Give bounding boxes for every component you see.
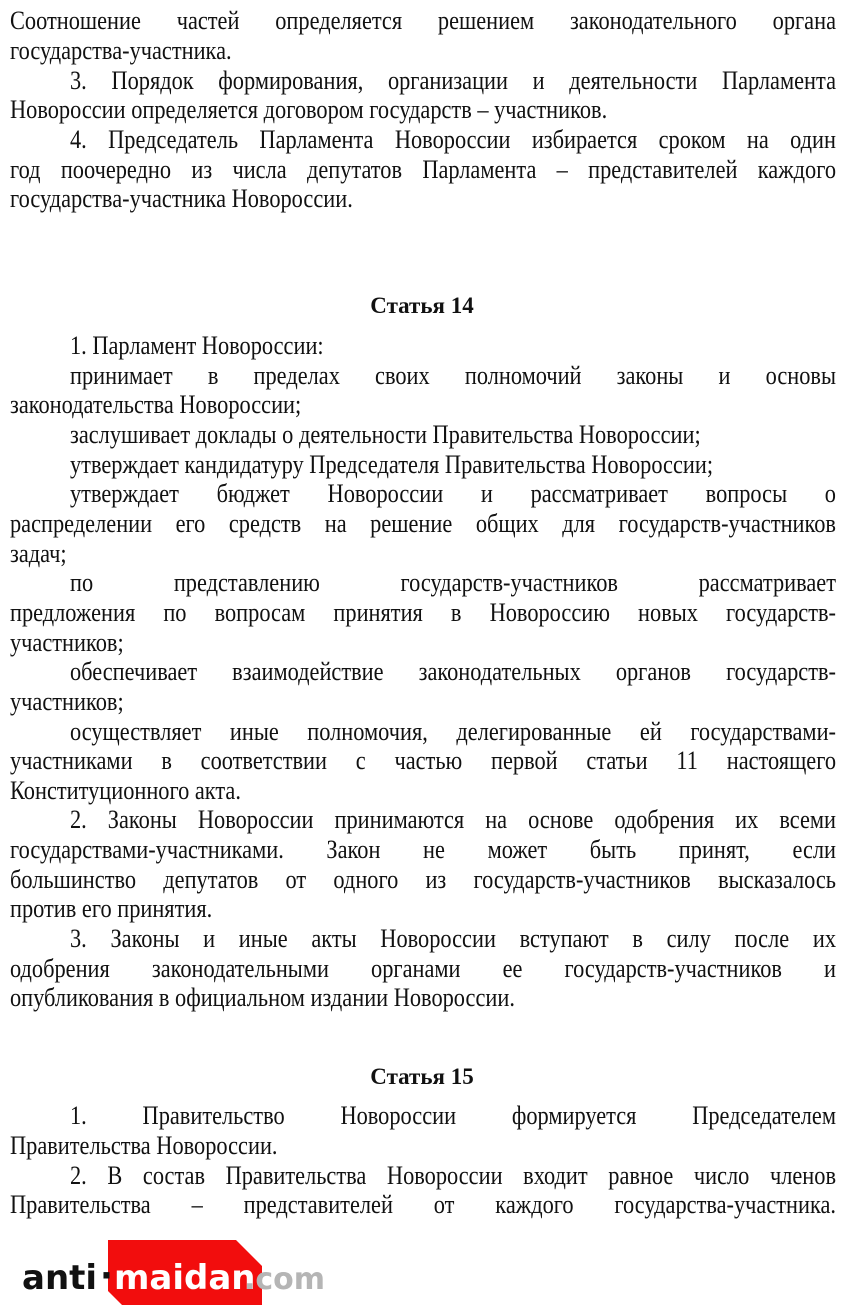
text-line: 3. Законы и иные акты Новороссии вступают в силу после их bbox=[70, 924, 837, 953]
text-line: принимает в пределах своих полномочий законы и основы bbox=[70, 361, 837, 390]
text-line: 3. Порядок формирования, организации и деятельности Парламента bbox=[70, 66, 837, 95]
text-line: Правительства – представителей от каждого государства-участника. bbox=[10, 1190, 837, 1219]
text-line: законодательства Новороссии; bbox=[10, 390, 302, 419]
text-line: большинство депутатов от одного из государств-участников высказалось bbox=[10, 865, 837, 894]
text-line: по представлению государств-участников рассматривает bbox=[70, 568, 837, 597]
text-line: утверждает бюджет Новороссии и рассматривает вопросы о bbox=[70, 479, 837, 508]
text-line: участников; bbox=[10, 687, 124, 716]
text-line: распределении его средств на решение общих для государств-участников bbox=[10, 509, 837, 538]
watermark-band bbox=[0, 1232, 844, 1308]
text-line: предложения по вопросам принятия в Новороссию новых государств- bbox=[10, 598, 837, 627]
text-line: осуществляет иные полномочия, делегированные ей государствами- bbox=[70, 717, 837, 746]
watermark-separator: · bbox=[100, 1256, 113, 1296]
text-line: участников; bbox=[10, 628, 124, 657]
text-line: участниками в соответствии с частью первой статьи 11 настоящего bbox=[10, 746, 837, 775]
text-line: одобрения законодательными органами ее государств-участников и bbox=[10, 954, 837, 983]
text-line: 2. Законы Новороссии принимаются на основе одобрения их всеми bbox=[70, 805, 837, 834]
text-line: 2. В состав Правительства Новороссии входит равное число членов bbox=[70, 1161, 837, 1190]
text-line: задач; bbox=[10, 539, 67, 568]
article-heading: Статья 14 bbox=[370, 293, 474, 318]
watermark-text-com: .com bbox=[244, 1262, 326, 1297]
text-line: государства-участника Новороссии. bbox=[10, 184, 353, 213]
text-line: 4. Председатель Парламента Новороссии избирается сроком на один bbox=[70, 125, 837, 154]
text-line: 1. Парламент Новороссии: bbox=[70, 331, 324, 360]
text-line: государствами-участниками. Закон не может быть принят, если bbox=[10, 835, 837, 864]
text-line: Соотношение частей определяется решением законодательного органа bbox=[10, 6, 837, 35]
text-line: год поочередно из числа депутатов Парламента – представителей каждого bbox=[10, 155, 837, 184]
article-heading: Статья 15 bbox=[370, 1064, 474, 1089]
text-line: против его принятия. bbox=[10, 894, 213, 923]
text-line: опубликования в официальном издании Новороссии. bbox=[10, 983, 515, 1012]
text-line: Конституционного акта. bbox=[10, 776, 241, 805]
text-line: государства-участника. bbox=[10, 36, 232, 65]
text-line: Новороссии определяется договором государств – участников. bbox=[10, 95, 608, 124]
text-line: 1. Правительство Новороссии формируется Председателем bbox=[70, 1101, 837, 1130]
text-line: утверждает кандидатуру Председателя Правительства Новороссии; bbox=[70, 450, 714, 479]
text-line: Правительства Новороссии. bbox=[10, 1131, 278, 1160]
watermark-text-anti: anti bbox=[22, 1258, 98, 1298]
text-line: обеспечивает взаимодействие законодательных органов государств- bbox=[70, 657, 837, 686]
anti-maidan-watermark-logo bbox=[0, 1232, 360, 1305]
watermark-text-maidan: maidan bbox=[114, 1258, 256, 1298]
text-line: заслушивает доклады о деятельности Правительства Новороссии; bbox=[70, 420, 701, 449]
